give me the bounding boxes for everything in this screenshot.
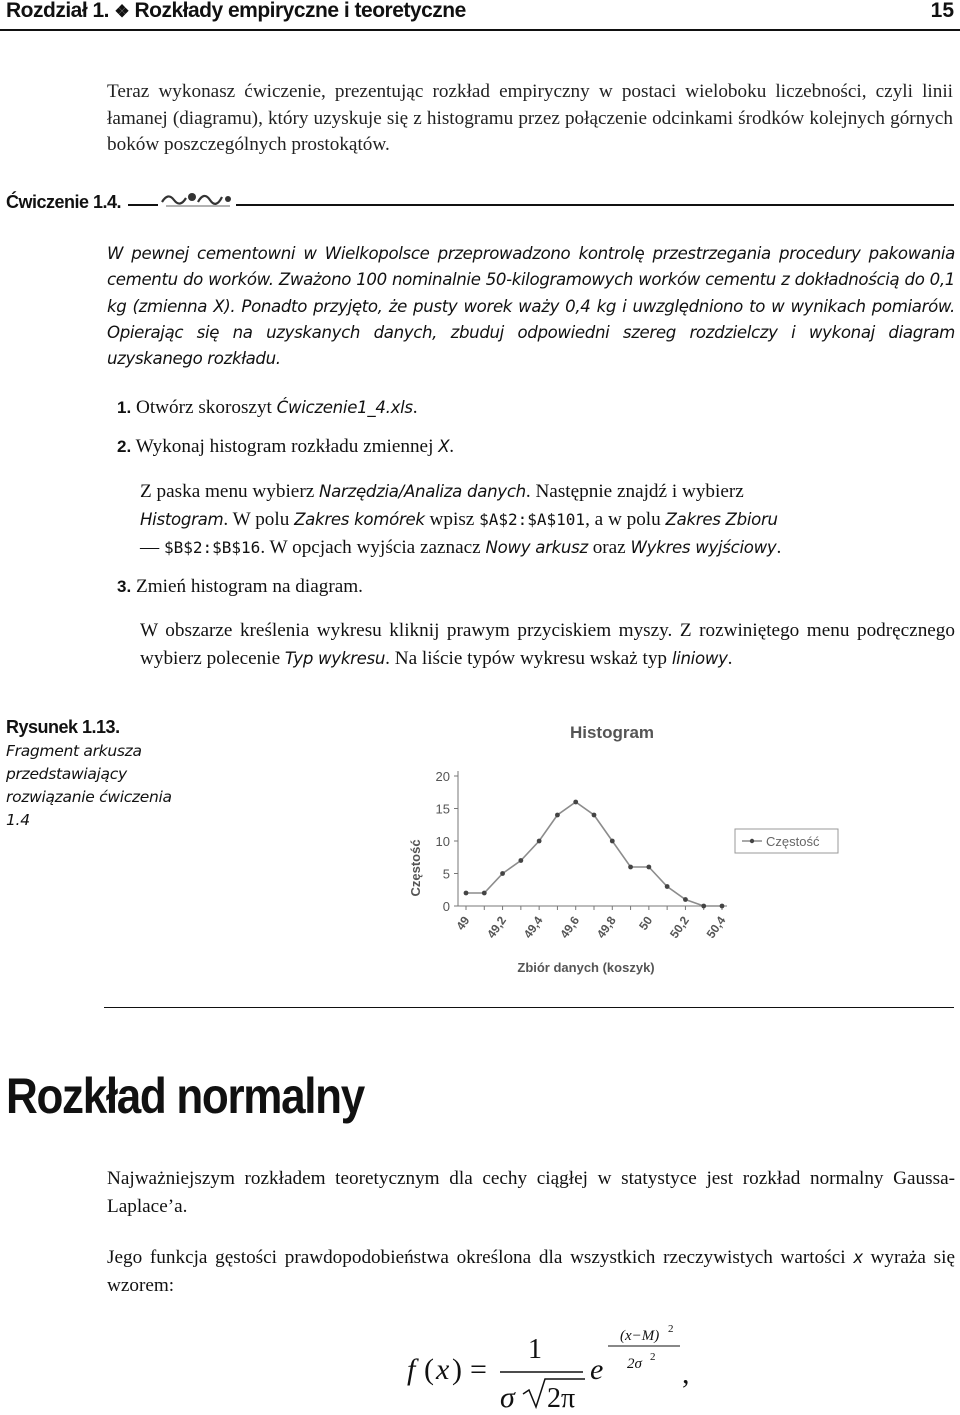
chart-x-axis-label: Zbiór danych (koszyk) xyxy=(517,960,655,975)
text: , a w polu xyxy=(585,509,666,530)
formula-exp-den-power: 2 xyxy=(650,1351,656,1363)
tool-name: Histogram xyxy=(140,510,224,529)
chart-series xyxy=(464,800,725,909)
running-header xyxy=(6,0,466,23)
step-3 xyxy=(117,574,363,600)
formula-lparen: ( xyxy=(424,1353,434,1386)
data-point xyxy=(555,813,560,818)
text: wpisz xyxy=(424,509,480,530)
chapter-label: Rozdział 1. xyxy=(6,0,110,22)
x-tick-label: 49 xyxy=(453,913,473,933)
x-tick-label: 49,4 xyxy=(520,913,546,941)
text: Jego funkcja gęstości prawdopodobieństwa określona dla wszystkich rzeczywistych wartości xyxy=(107,1247,854,1268)
formula-exp-numerator: (x−M) xyxy=(620,1328,660,1344)
text: . Następnie znajdź i wybierz xyxy=(525,481,744,502)
formula-x: x xyxy=(436,1353,450,1386)
data-point xyxy=(464,891,469,896)
step-1 xyxy=(117,395,418,421)
text: oraz xyxy=(587,537,631,558)
variable-name: X xyxy=(438,437,450,456)
exercise-text: W pewnej cementowni w Wielkopolsce przeprowadzono kontrolę przestrzegania procedury pakowania cementu do worków. Zważono 100 nominalnie 50-kilogramowych worków cementu z dokładnością do 0,1 kg (zmienna X). Ponadto przyjęto, że pusty worek waży 0,4 kg i uwzględniono to w wynikach pomiarów. Opierając się na uzyskanych danych, zbuduj odpowiedni szereg rozdzielczy i wykonaj diagram uzyskanego rozkładu. xyxy=(107,244,955,369)
text: Z paska menu wybierz xyxy=(140,481,320,502)
data-point xyxy=(518,858,523,863)
formula-e: e xyxy=(590,1353,604,1386)
command-name: Typ wykresu xyxy=(284,649,386,668)
normal-density-formula xyxy=(395,1315,725,1415)
option-name: Wykres wyjściowy xyxy=(630,538,777,557)
step-text: Zmień histogram na diagram. xyxy=(135,576,363,597)
variable-x: x xyxy=(853,1248,863,1267)
data-point xyxy=(482,891,487,896)
range-value: $B$2:$B$16 xyxy=(163,538,261,557)
chart-axes xyxy=(436,769,729,941)
step-text: Otwórz skoroszyt xyxy=(135,397,277,418)
chart-legend xyxy=(735,829,838,853)
formula-equals: = xyxy=(470,1353,487,1386)
formula-comma: , xyxy=(682,1357,690,1390)
data-point xyxy=(628,865,633,870)
figure-label: Rysunek 1.13. xyxy=(6,717,120,737)
x-tick-label: 50,2 xyxy=(667,913,692,941)
data-point xyxy=(610,839,615,844)
y-tick-label: 15 xyxy=(435,801,450,817)
y-tick-label: 5 xyxy=(442,866,450,882)
punct: . xyxy=(412,397,418,418)
text: wyraża się wzorem: xyxy=(107,1247,955,1296)
range-value: $A$2:$A$101 xyxy=(479,510,586,529)
punct: . xyxy=(449,436,455,457)
figure-divider xyxy=(104,1007,954,1008)
text: . xyxy=(727,648,733,669)
option-name: Nowy arkusz xyxy=(485,538,588,557)
data-point xyxy=(500,871,505,876)
formula-numerator: 1 xyxy=(528,1334,542,1365)
chart-title: Histogram xyxy=(569,723,655,742)
formula-two-pi: 2π xyxy=(547,1383,576,1414)
legend-marker xyxy=(750,839,754,843)
step-number: 3. xyxy=(117,577,132,596)
continuation-dash: — xyxy=(140,537,160,558)
exercise-divider xyxy=(128,204,954,206)
y-tick-label: 10 xyxy=(435,834,450,849)
exercise-label: Ćwiczenie 1.4. xyxy=(6,192,122,212)
menu-path: Narzędzia/Analiza danych xyxy=(319,482,526,501)
field-name: Zakres Zbioru xyxy=(665,510,778,529)
step-2-instructions xyxy=(140,478,955,562)
step-2 xyxy=(117,434,454,460)
section-title: Rozkład normalny xyxy=(6,1068,364,1124)
data-point xyxy=(646,865,651,870)
data-point xyxy=(665,884,670,889)
section-paragraph-1: Najważniejszym rozkładem teoretycznym dla cechy ciągłej w statystyce jest rozkład normalny Gaussa-Laplace’a. xyxy=(107,1168,955,1217)
figure-caption xyxy=(6,717,176,832)
figure-caption-text: Fragment arkusza przedstawiający rozwiązanie ćwiczenia 1.4 xyxy=(6,742,172,829)
text: W obszarze kreślenia wykresu kliknij prawym przyciskiem myszy. Z rozwiniętego menu podręcznego wybierz polecenie xyxy=(140,620,955,669)
data-point xyxy=(701,904,706,909)
data-point xyxy=(683,897,688,902)
step-3-instructions xyxy=(140,617,955,673)
formula-rparen: ) xyxy=(452,1353,462,1386)
diamond-bullet-icon: ❖ xyxy=(114,2,130,21)
file-name: Ćwiczenie1_4.xls xyxy=(276,398,413,417)
formula-exp-num-power: 2 xyxy=(668,1323,674,1335)
x-tick-label: 49,6 xyxy=(557,913,583,941)
x-tick-label: 49,2 xyxy=(484,913,510,941)
chapter-title: Rozkłady empiryczne i teoretyczne xyxy=(134,0,466,22)
formula-f: f xyxy=(407,1353,416,1386)
histogram-chart xyxy=(400,708,840,988)
chart-type-name: liniowy xyxy=(671,649,728,668)
step-number: 2. xyxy=(117,437,132,456)
page-number: 15 xyxy=(930,0,954,22)
formula-sigma: σ xyxy=(500,1381,515,1414)
section-paragraph-2 xyxy=(107,1244,955,1300)
data-point xyxy=(573,800,578,805)
text: . W opcjach wyjścia zaznacz xyxy=(260,537,486,558)
text: . Na liście typów wykresu wskaż typ xyxy=(385,648,672,669)
chart-y-axis-label: Częstość xyxy=(408,839,423,897)
x-tick-label: 50 xyxy=(636,913,656,933)
formula-exp-denominator: 2σ xyxy=(627,1356,642,1372)
ornament-icon xyxy=(158,188,236,210)
data-point xyxy=(592,813,597,818)
data-point xyxy=(720,904,725,909)
x-tick-label: 49,8 xyxy=(593,913,619,941)
series-line xyxy=(466,802,722,906)
legend-label: Częstość xyxy=(766,834,820,849)
step-text: Wykonaj histogram rozkładu zmiennej xyxy=(135,436,439,457)
y-tick-label: 0 xyxy=(442,899,450,914)
data-point xyxy=(537,839,542,844)
text: . xyxy=(776,537,782,558)
field-name: Zakres komórek xyxy=(294,510,425,529)
x-tick-label: 50,4 xyxy=(703,913,729,941)
step-number: 1. xyxy=(117,398,132,417)
header-divider xyxy=(0,29,960,31)
intro-paragraph: Teraz wykonasz ćwiczenie, prezentując rozkład empiryczny w postaci wieloboku liczebności, czyli linii łamanej (diagramu), który uzyskuje się z histogramu przez połączenie odcinkami środków kolejnych górnych boków poszczególnych prostokątów. xyxy=(107,81,953,155)
y-tick-label: 20 xyxy=(435,769,450,784)
text: . W polu xyxy=(223,509,295,530)
